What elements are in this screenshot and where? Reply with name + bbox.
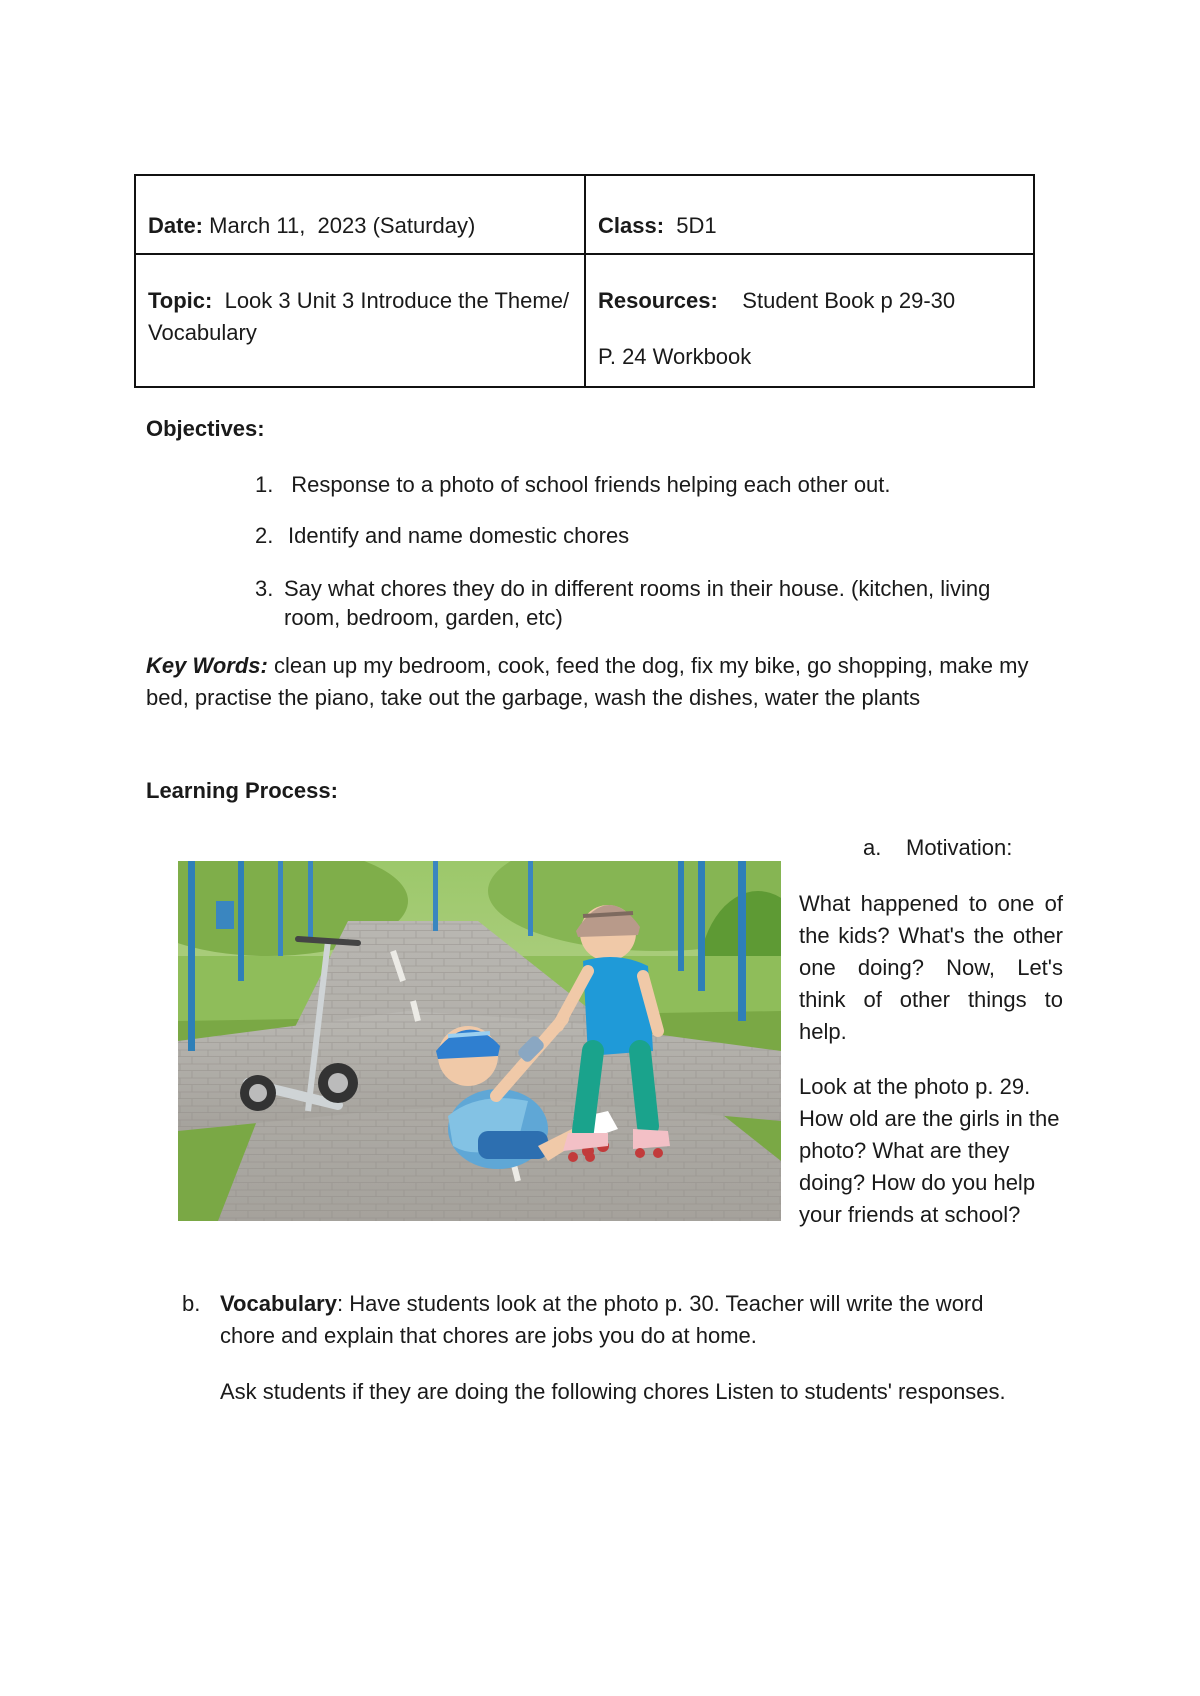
topic-cell <box>136 255 586 386</box>
class-cell <box>586 176 1035 255</box>
vocabulary-marker: b. <box>182 1291 201 1316</box>
key-words-text: clean up my bedroom, cook, feed the dog, fix my bike, go shopping, make my bed, practise the piano, take out the garbage, wash the dishes, water the plants <box>146 653 1029 710</box>
key-words-paragraph <box>146 650 1046 714</box>
topic-value: Look 3 Unit 3 Introduce the Theme/ Vocabulary <box>148 288 576 345</box>
lesson-info-table <box>134 174 1035 388</box>
objectives-heading: Objectives: <box>146 416 265 441</box>
objective-number: 1. <box>255 472 274 497</box>
vocabulary-paragraph <box>220 1288 1042 1352</box>
objective-item-1 <box>255 470 1055 499</box>
objective-text: Say what chores they do in different rooms in their house. (kitchen, living room, bedroom, garden, etc) <box>284 576 991 630</box>
motivation-question-1: What happened to one of the kids? What's the other one doing? Now, Let's think of other things to help. <box>799 891 1063 1044</box>
motivation-question-2: Look at the photo p. 29. How old are the girls in the photo? What are they doing? How do you help your friends at school? <box>799 1074 1060 1227</box>
date-label: Date: <box>148 213 204 238</box>
photo-illustration <box>178 861 781 1221</box>
resources-cell <box>586 255 1035 386</box>
vocabulary-text: : Have students look at the photo p. 30. Teacher will write the word chore and explain that chores are jobs you do at home. <box>220 1291 984 1348</box>
motivation-item <box>799 832 1063 864</box>
key-words-label: Key Words: <box>146 653 268 678</box>
date-value: March 11, 2023 (Saturday) <box>203 213 476 238</box>
objective-text: Response to a photo of school friends helping each other out. <box>279 472 891 497</box>
learning-process-heading: Learning Process: <box>146 778 338 803</box>
objective-text: Identify and name domestic chores <box>288 523 630 548</box>
objective-number: 3. <box>255 576 274 601</box>
objective-number: 2. <box>255 523 274 548</box>
vocabulary-label: Vocabulary <box>220 1291 337 1316</box>
objective-item-3 <box>255 574 1044 632</box>
motivation-title: Motivation: <box>906 835 1013 860</box>
vocabulary-item <box>182 1288 1042 1408</box>
class-value: 5D1 <box>664 213 717 238</box>
resources-value: Student Book p 29-30 <box>717 288 956 313</box>
objective-item-2 <box>255 521 1055 550</box>
resources-label: Resources: <box>598 288 718 313</box>
class-label: Class: <box>598 213 665 238</box>
kids-helping-photo <box>178 861 781 1221</box>
date-cell <box>136 176 586 255</box>
motivation-marker: a. <box>863 835 882 860</box>
vocabulary-instruction: Ask students if they are doing the following chores Listen to students' responses. <box>220 1379 1006 1404</box>
resources-workbook: P. 24 Workbook <box>598 344 752 369</box>
topic-label: Topic: <box>148 288 213 313</box>
